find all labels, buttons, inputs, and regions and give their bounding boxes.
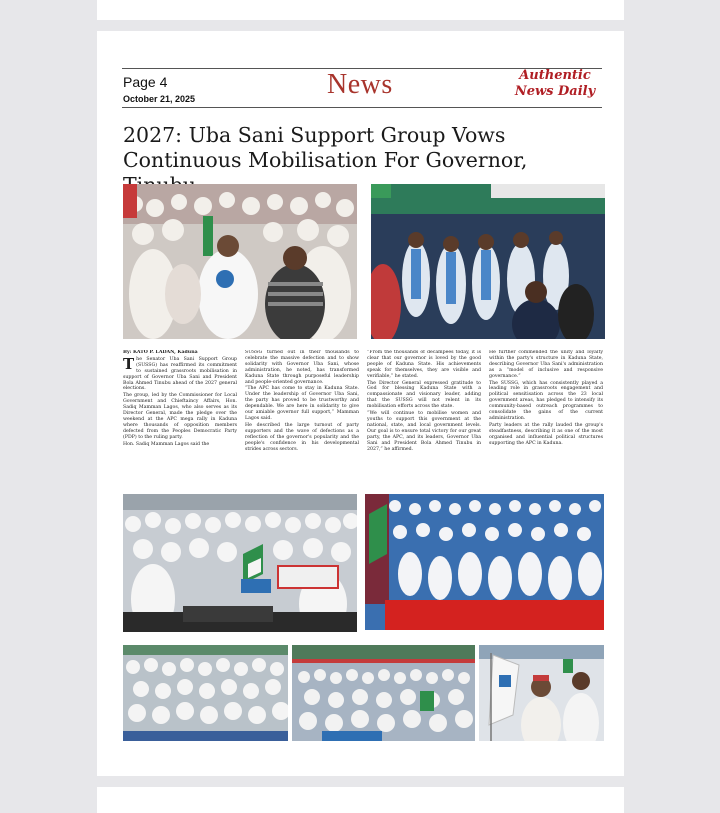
article-paragraph: The group, led by the Commissioner for Local Government and Chieftaincy Affairs, Hon. Sadiq Mamman Lagos, who also serves as its Director General, made the pledge over the weekend at the APC mega rally in Kaduna where thousands of opposition members defected from the Peoples Democratic Party (PDP) to the ruling party. <box>123 393 237 440</box>
photo-rally-crowd-2 <box>123 494 357 632</box>
article-paragraph: “We will continue to mobilise women and youths to support this government at the national, state, and local government levels. Our goal is to ensure total victory for our great party, the APC, and its leaders, Governor Uba Sani and President Bola Ahmed Tinubu in 2027,” he affirmed. <box>367 411 481 452</box>
article-paragraph: The Senator Uba Sani Support Group (SUSSG) has reaffirmed its commitment to sustained grassroots mobilisation in support of Governor Uba Sani and President Bola Ahmed Tinubu ahead of the 2027 general elections. <box>123 354 237 392</box>
article-paragraph: “The APC has come to stay in Kaduna State. Under the leadership of Governor Uba Sani, the party has proved to be trustworthy and dependable. We are here in solidarity to give our amiable governor full support,” Mamman Lagos said. <box>245 386 359 421</box>
article-paragraph: SUSSG turned out in their thousands to celebrate the massive defection and to show solidarity with Governor Uba Sani, whose administration, he noted, has transformed Kaduna State through purposeful leadership and people-oriented governance. <box>245 350 359 385</box>
photo-supporters-flags <box>479 645 604 741</box>
page-number: Page 4 <box>123 74 168 90</box>
article-column-1 <box>123 350 237 510</box>
article-column-4 <box>489 350 603 510</box>
photo-crowd-bottom-1 <box>123 645 288 741</box>
masthead-logo <box>505 68 605 100</box>
next-page-edge <box>97 787 624 813</box>
article-paragraph: The SUSSG, which has consistently played a leading role in grassroots engagement and political sensitisation across the 23 local government areas, has pledged to intensify its community-based outreach programmes to consolidate the gains of the current administration. <box>489 380 603 421</box>
photo-rally-crowd-1 <box>123 184 357 339</box>
newspaper-page <box>97 31 624 776</box>
article-paragraph: Party leaders at the rally lauded the group's steadfastness, describing it as one of the most organised and influential political structures supporting the APC in Kaduna. <box>489 422 603 446</box>
article-paragraph: The Director General expressed gratitude to God for blessing Kaduna State with a compassionate and visionary leader, adding that the SUSSG will not relent in its mobilisation efforts across the state. <box>367 380 481 410</box>
photo-stage-red-carpet <box>365 494 604 630</box>
article-paragraph: He further commended the unity and loyalty within the party's structure in Kaduna State, describing Governor Uba Sani's administration as a “model of inclusive and responsive governance.” <box>489 350 603 379</box>
article-byline: By: KATO P. LADAN, Kaduna <box>123 350 198 355</box>
article-headline: 2027: Uba Sani Support Group Vows Continuous Mobilisation For Governor, <box>123 123 528 172</box>
section-title: News <box>327 69 393 100</box>
article-paragraph: Hon. Sadiq Mamman Lagos said the <box>123 441 210 447</box>
article-paragraph: “From the thousands of decampees today, it is clear that our governor is loved by the good people of Kaduna State. His achievements speak for themselves, they are visible and verifiable,” he stated. <box>367 350 481 379</box>
drop-cap: T <box>123 354 135 373</box>
article-body <box>123 350 603 510</box>
photo-crowd-bottom-2 <box>292 645 475 741</box>
issue-date: October 21, 2025 <box>123 94 196 104</box>
previous-page-edge <box>97 0 624 20</box>
article-column-2 <box>245 350 359 510</box>
article-column-3 <box>367 350 481 510</box>
photo-dignitaries-stage <box>371 184 605 339</box>
article-paragraph: He described the large turnout of party supporters and the wave of defections as a reflection of the governor's popularity and the people's confidence in his developmental strides across sectors. <box>245 422 359 452</box>
header-bottom-rule <box>122 107 602 108</box>
masthead-line-2: News Daily <box>514 84 596 99</box>
masthead-line-1: Authentic <box>519 68 591 83</box>
